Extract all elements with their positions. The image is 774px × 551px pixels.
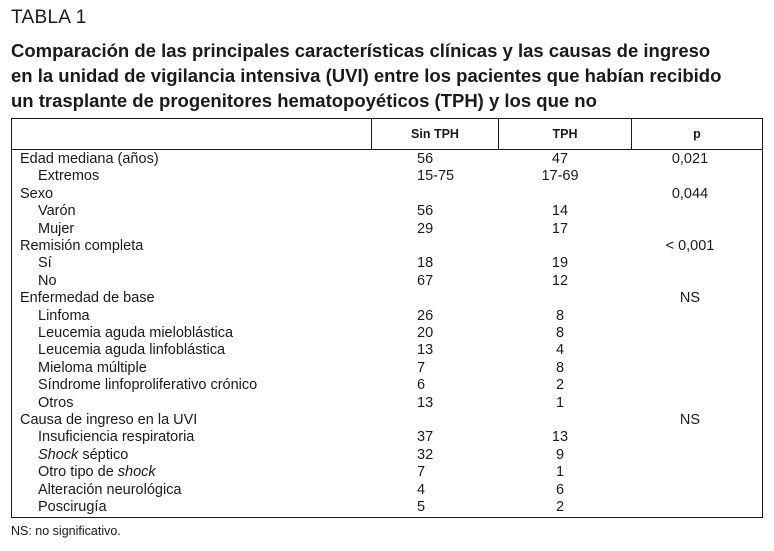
table-row (12, 447, 762, 464)
row-label: Varón (38, 203, 76, 220)
row-label: Shock séptico (38, 446, 129, 463)
table-row (12, 238, 762, 255)
row-label: Remisión completa (20, 238, 144, 254)
data-table (11, 118, 763, 518)
table-row (12, 273, 762, 290)
cell-tph: 17-69 (541, 168, 579, 185)
row-label: Poscirugía (38, 499, 107, 515)
table-row (12, 308, 762, 325)
table-row (12, 412, 762, 429)
cell-p: 0,044 (671, 185, 709, 202)
title-line: un trasplante de progenitores hematopoyéticos (TPH) y los que no (11, 90, 597, 111)
table-row (12, 482, 762, 499)
table-row (12, 151, 762, 168)
table-row (12, 429, 762, 446)
cell-sin-tph: 32 (417, 446, 434, 463)
cell-sin-tph: 4 (417, 481, 426, 498)
cell-p: < 0,001 (665, 238, 715, 254)
cell-sin-tph: 67 (417, 272, 434, 289)
cell-tph: 17 (551, 220, 569, 237)
table-row (12, 255, 762, 272)
cell-sin-tph: 26 (417, 307, 434, 324)
cell-tph: 12 (551, 272, 569, 289)
table-row (12, 395, 762, 412)
row-label: Mujer (38, 220, 75, 237)
cell-sin-tph: 20 (417, 325, 434, 341)
row-label: Mieloma múltiple (38, 359, 147, 376)
row-label: Síndrome linfoproliferativo crónico (38, 377, 258, 394)
cell-sin-tph: 5 (417, 499, 426, 515)
cell-tph: 2 (555, 377, 565, 394)
cell-tph: 19 (551, 255, 569, 272)
row-label: Edad mediana (años) (20, 151, 159, 167)
header-tph: TPH (552, 127, 578, 141)
table-row (12, 290, 762, 307)
table-row (12, 221, 762, 238)
title-line: en la unidad de vigilancia intensiva (UVI) entre los pacientes que habían recibido (11, 65, 722, 86)
table-row (12, 186, 762, 203)
table-row (12, 203, 762, 220)
row-label: Enfermedad de base (20, 290, 155, 307)
row-label: Sexo (20, 185, 54, 202)
cell-tph: 47 (551, 151, 569, 167)
row-label: Linfoma (38, 307, 90, 324)
cell-p: NS (679, 412, 701, 428)
row-label: Insuficiencia respiratoria (38, 429, 195, 446)
row-label: Leucemia aguda mieloblástica (38, 325, 234, 341)
cell-p: 0,021 (671, 151, 709, 167)
footnote: NS: no significativo. (11, 524, 121, 538)
cell-p: NS (679, 290, 701, 307)
table-header (12, 119, 762, 150)
row-label: Leucemia aguda linfoblástica (38, 342, 226, 359)
table-row (12, 168, 762, 185)
cell-sin-tph: 29 (417, 220, 434, 237)
cell-sin-tph: 7 (417, 464, 426, 481)
cell-tph: 8 (555, 307, 565, 324)
row-label: No (38, 272, 57, 289)
cell-tph: 14 (551, 203, 569, 220)
cell-tph: 8 (555, 325, 565, 341)
cell-sin-tph: 37 (417, 429, 434, 446)
cell-sin-tph: 15-75 (417, 168, 455, 185)
table-row (12, 360, 762, 377)
cell-sin-tph: 6 (417, 377, 426, 394)
cell-tph: 1 (555, 394, 565, 411)
cell-sin-tph: 13 (417, 342, 434, 359)
cell-tph: 6 (555, 481, 565, 498)
header-sin-tph: Sin TPH (411, 127, 459, 141)
table-row (12, 377, 762, 394)
table-row (12, 325, 762, 342)
cell-tph: 8 (555, 359, 565, 376)
header-p: p (693, 127, 701, 141)
cell-sin-tph: 56 (417, 203, 434, 220)
table-row (12, 499, 762, 516)
cell-sin-tph: 13 (417, 394, 434, 411)
cell-sin-tph: 56 (417, 151, 434, 167)
cell-tph: 2 (555, 499, 565, 515)
cell-tph: 9 (555, 446, 565, 463)
table-row (12, 464, 762, 481)
row-label: Otro tipo de shock (38, 464, 156, 481)
cell-sin-tph: 18 (417, 255, 434, 272)
cell-tph: 4 (555, 342, 565, 359)
cell-tph: 13 (551, 429, 569, 446)
table-label: TABLA 1 (11, 7, 87, 28)
row-label: Causa de ingreso en la UVI (20, 412, 198, 428)
row-label: Extremos (38, 168, 100, 185)
row-label: Sí (38, 255, 52, 272)
cell-tph: 1 (555, 464, 565, 481)
table-row (12, 342, 762, 359)
title-line: Comparación de las principales características clínicas y las causas de ingreso (11, 40, 711, 61)
row-label: Otros (38, 394, 74, 411)
table-title (11, 38, 763, 113)
cell-sin-tph: 7 (417, 359, 426, 376)
row-label: Alteración neurológica (38, 481, 182, 498)
